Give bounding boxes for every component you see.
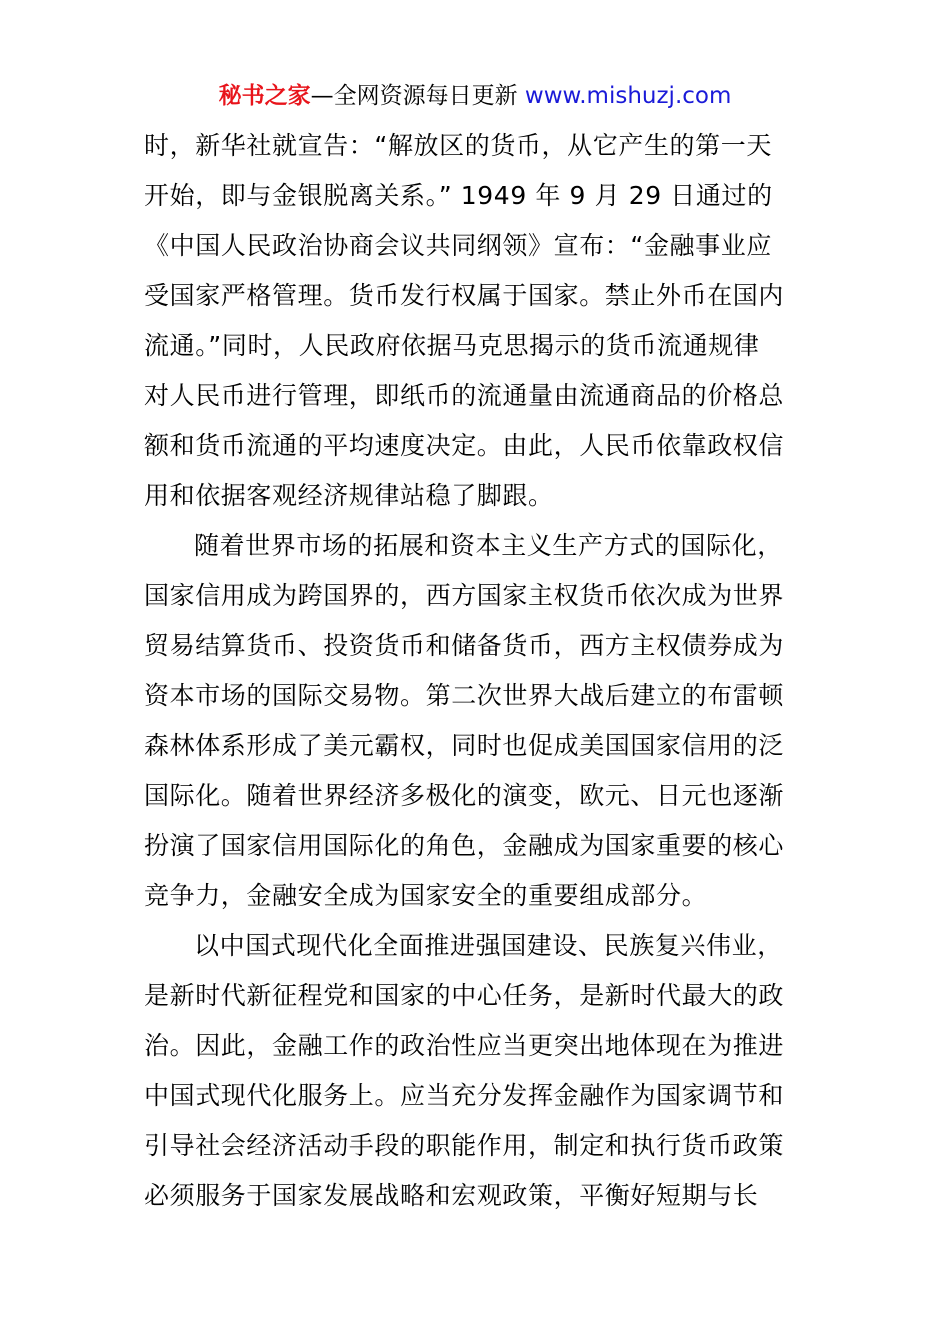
text-line: 是新时代新征程党和国家的中心任务，是新时代最大的政 — [144, 981, 785, 1010]
paragraph-2 — [144, 521, 814, 921]
text-line: 扮演了国家信用国际化的角色，金融成为国家重要的核心 — [144, 831, 785, 860]
text-line: 对人民币进行管理，即纸币的流通量由流通商品的价格总 — [144, 381, 785, 410]
text-line: 资本市场的国际交易物。第二次世界大战后建立的布雷顿 — [144, 681, 785, 710]
text-line: 受国家严格管理。货币发行权属于国家。禁止外币在国内 — [144, 281, 785, 310]
text-line: 必须服务于国家发展战略和宏观政策，平衡好短期与长 — [144, 1181, 759, 1210]
paragraph-3 — [144, 921, 814, 1221]
text-line: 时，新华社就宣告：“解放区的货币，从它产生的第一天 — [144, 131, 772, 160]
text-line: 《中国人民政治协商会议共同纲领》宣布：“金融事业应 — [144, 231, 772, 260]
text-line: 国际化。随着世界经济多极化的演变，欧元、日元也逐渐 — [144, 781, 785, 810]
site-brand: 秘书之家 — [218, 83, 311, 109]
text-line: 国家信用成为跨国界的，西方国家主权货币依次成为世界 — [144, 581, 785, 610]
text-line: 贸易结算货币、投资货币和储备货币，西方主权债券成为 — [144, 631, 785, 660]
text-line: 开始，即与金银脱离关系。” 1949 年 9 月 29 日通过的 — [144, 181, 773, 210]
text-line: 以中国式现代化全面推进强国建设、民族复兴伟业， — [194, 931, 783, 960]
text-line: 用和依据客观经济规律站稳了脚跟。 — [144, 481, 554, 510]
text-line: 额和货币流通的平均速度决定。由此，人民币依靠政权信 — [144, 431, 785, 460]
text-line: 随着世界市场的拓展和资本主义生产方式的国际化， — [194, 531, 783, 560]
text-line: 治。因此，金融工作的政治性应当更突出地体现在为推进 — [144, 1031, 785, 1060]
text-line: 引导社会经济活动手段的职能作用，制定和执行货币政策 — [144, 1131, 785, 1160]
site-tagline: —全网资源每日更新 — [310, 83, 525, 109]
text-line: 森林体系形成了美元霸权，同时也促成美国国家信用的泛 — [144, 731, 785, 760]
site-url-link[interactable]: www.mishuzj.com — [524, 83, 732, 109]
page-header — [0, 80, 950, 112]
text-line: 竞争力，金融安全成为国家安全的重要组成部分。 — [144, 881, 708, 910]
paragraph-1 — [144, 121, 814, 521]
text-line: 流通。”同时，人民政府依据马克思揭示的货币流通规律 — [144, 331, 760, 360]
text-line: 中国式现代化服务上。应当充分发挥金融作为国家调节和 — [144, 1081, 785, 1110]
document-body — [144, 121, 814, 1221]
